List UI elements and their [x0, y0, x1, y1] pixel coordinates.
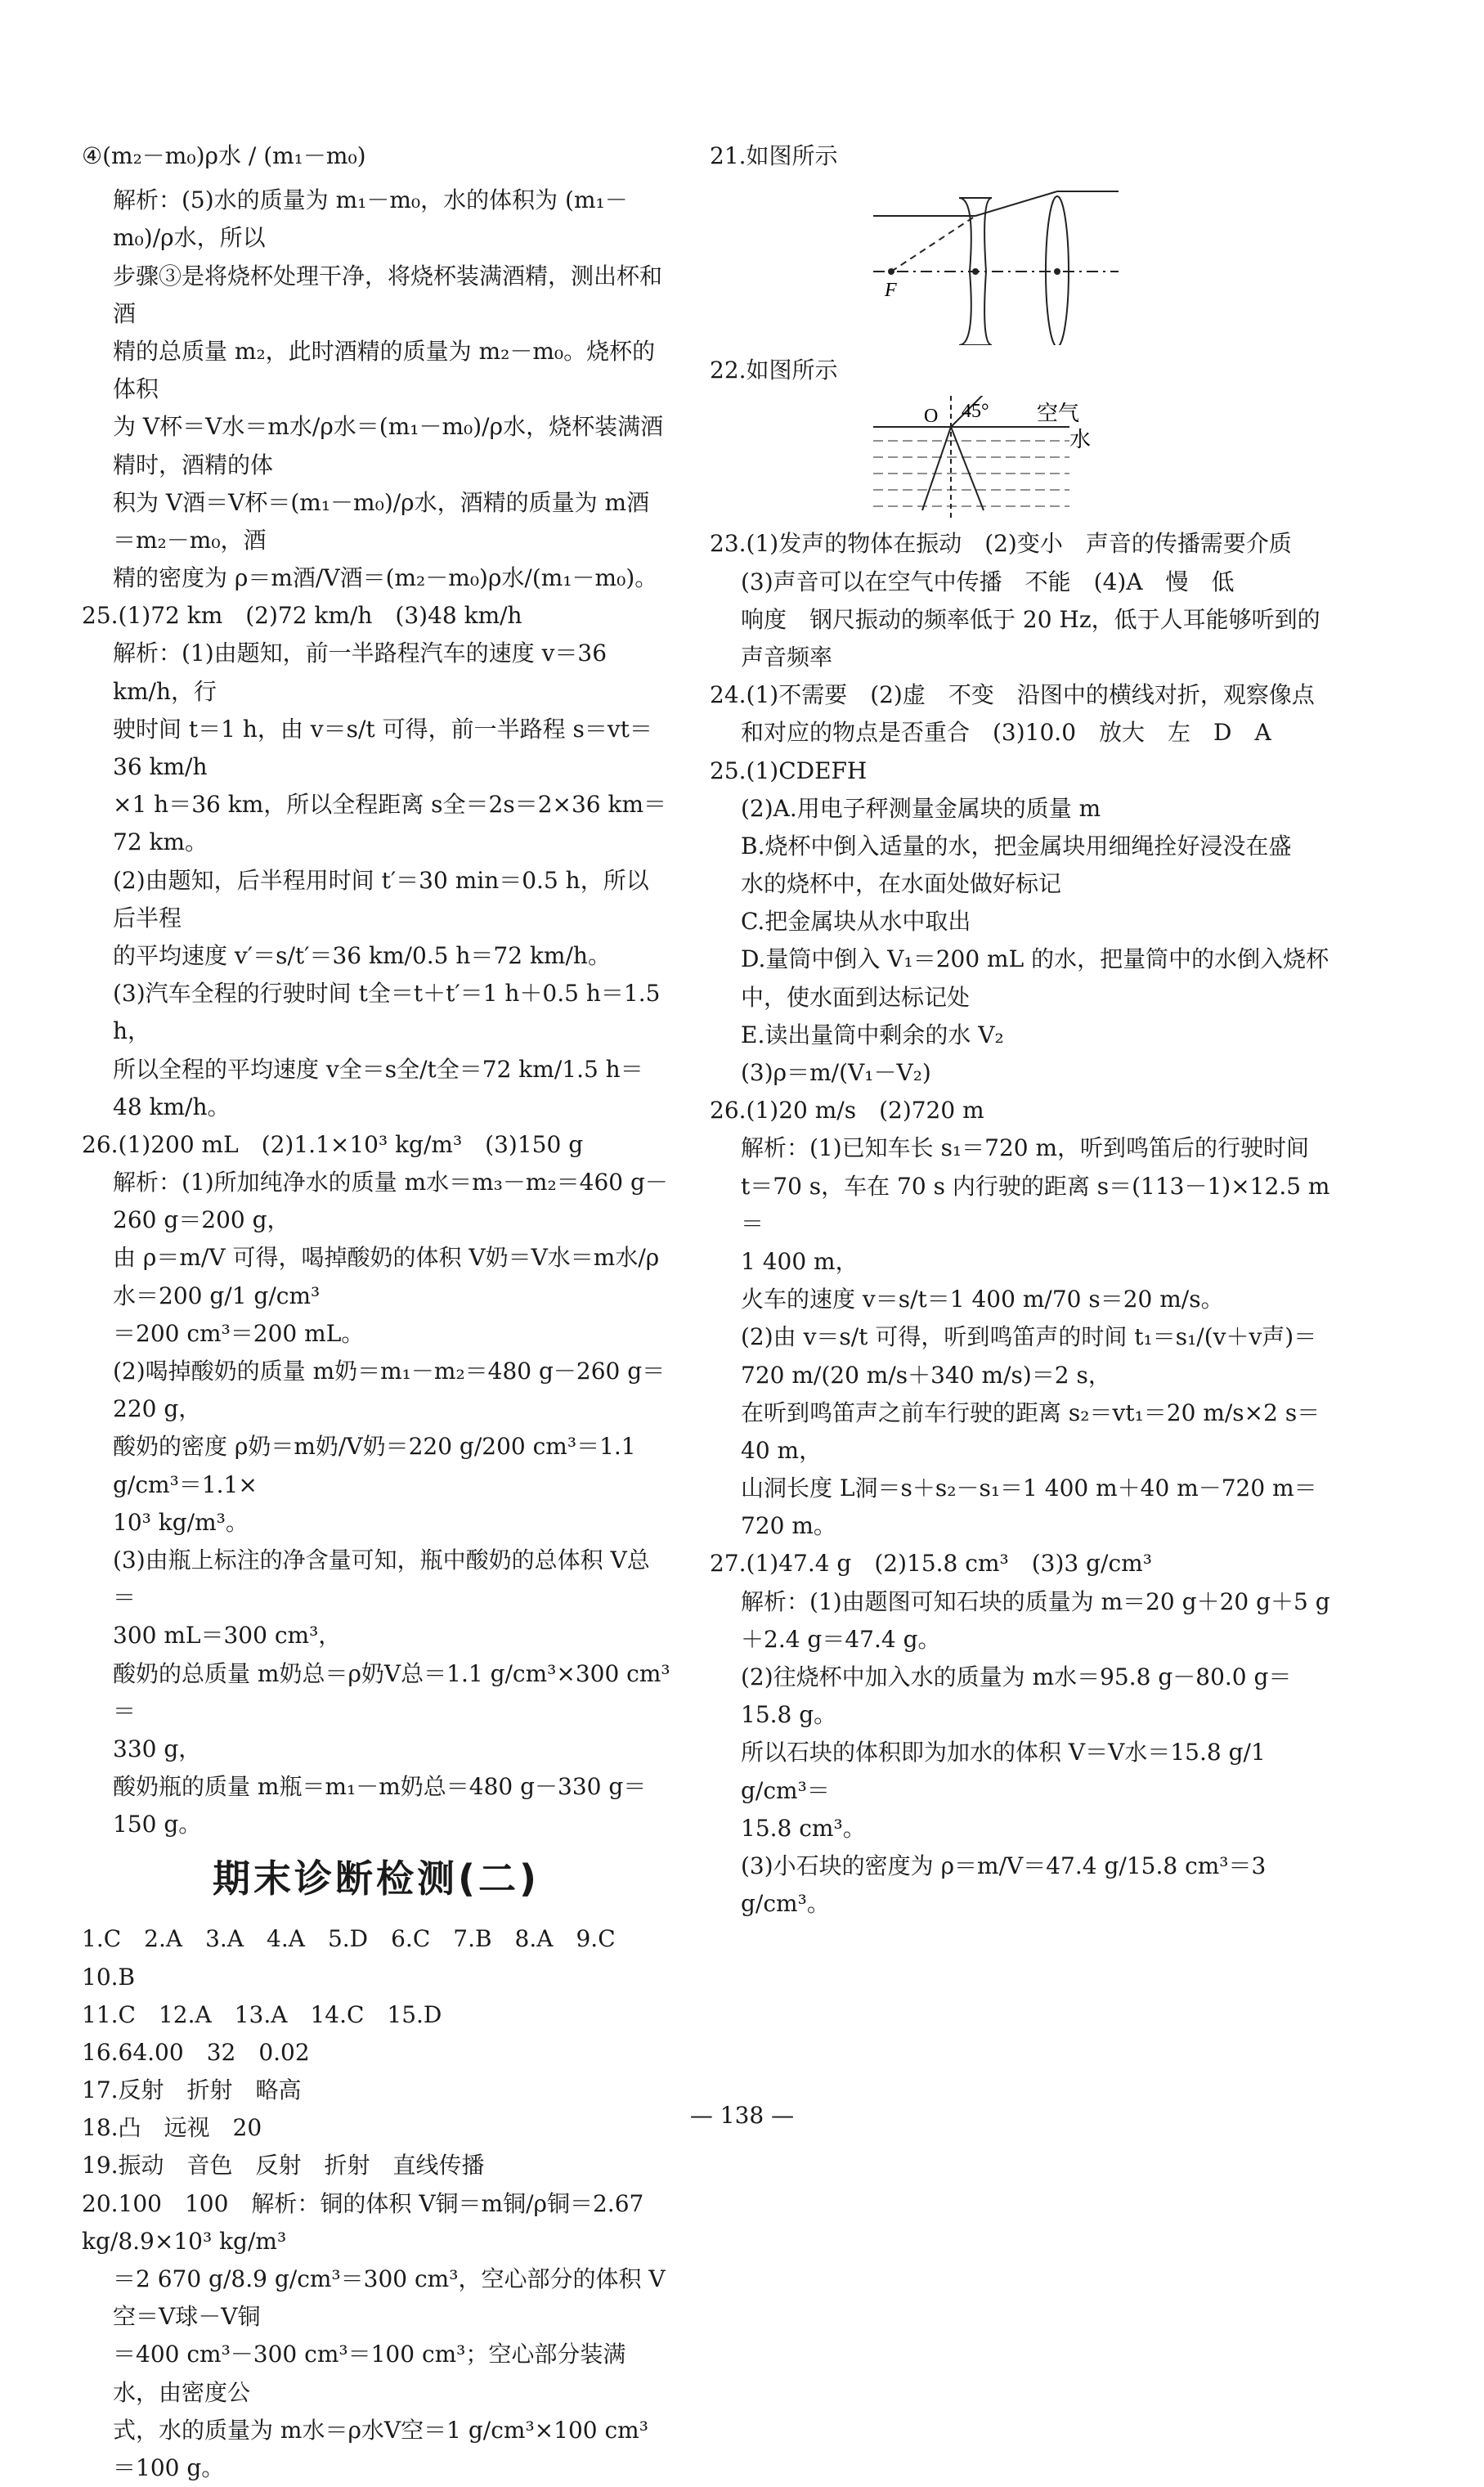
q25-answer: 25.(1)72 km (2)72 km/h (3)48 km/h [82, 602, 522, 630]
text-line: 火车的速度 v＝s/t＝1 400 m/70 s＝20 m/s。 [741, 1286, 1224, 1313]
text-line: ＝200 cm³＝200 mL。 [113, 1319, 365, 1347]
text-line: 步骤③是将烧杯处理干净，将烧杯装满酒精，测出杯和酒 [113, 262, 663, 327]
text-line: 330 g， [113, 1735, 202, 1762]
q26-answer: 26.(1)20 m/s (2)720 m [710, 1097, 984, 1125]
text-line: (3)小石块的密度为 ρ＝m/V＝47.4 g/15.8 cm³＝3 g/cm³。 [741, 1852, 1267, 1918]
air-label: 空气 [1037, 402, 1080, 427]
text-line: 20.100 100 解析：铜的体积 V铜＝m铜/ρ铜＝2.67 kg/8.9×10³ kg/m³ [82, 2189, 644, 2255]
text-line: 驶时间 t＝1 h，由 v＝s/t 可得，前一半路程 s＝vt＝36 km/h [113, 715, 652, 780]
text-line: 和对应的物点是否重合 (3)10.0 放大 左 D A [741, 719, 1271, 747]
text-line: 220 g， [113, 1395, 202, 1423]
q26-answer: 26.(1)200 mL (2)1.1×10³ kg/m³ (3)150 g [82, 1130, 584, 1158]
q25-explanation [82, 635, 670, 1125]
q21-lens-diagram [873, 182, 1119, 345]
q23-answer [710, 525, 1331, 676]
lens-center [1054, 268, 1060, 275]
text-line: 的平均速度 v′＝s/t′＝36 km/0.5 h＝72 km/h。 [113, 941, 611, 969]
text-line: 300 mL＝300 cm³， [113, 1622, 342, 1650]
text-line: 精的总质量 m₂，此时酒精的质量为 m₂－m₀。烧杯的体积 [113, 337, 656, 403]
focal-point [888, 268, 894, 275]
text-line: E.读出量筒中剩余的水 V₂ [741, 1021, 1004, 1048]
page-number: — 138 — [689, 2102, 795, 2129]
text-line: 酸奶瓶的质量 m瓶＝m₁－m奶总＝480 g－330 g＝150 g。 [113, 1773, 647, 1838]
text-line: ＝2 670 g/8.9 g/cm³＝300 cm³，空心部分的体积 V空＝V球－V铜 [113, 2265, 666, 2331]
text-line: 720 m/(20 m/s＋340 m/s)＝2 s， [741, 1361, 1111, 1389]
water-label: 水 [1069, 428, 1092, 453]
q27-answer: 27.(1)47.4 g (2)15.8 cm³ (3)3 g/cm³ [710, 1550, 1152, 1578]
q22-answer: 22.如图所示 [710, 357, 838, 384]
q21-answer: 21.如图所示 [710, 142, 838, 169]
text-line: (2)由 v＝s/t 可得，听到鸣笛声的时间 t₁＝s₁/(v＋v声)＝ [741, 1323, 1317, 1351]
extension-line [891, 216, 975, 272]
choice-answers-row: 1.C 2.A 3.A 4.A 5.D 6.C 7.B 8.A 9.C 10.B [82, 1925, 639, 1991]
text-line: 所以全程的平均速度 v全＝s全/t全＝72 km/1.5 h＝48 km/h。 [113, 1055, 643, 1120]
text-line: C.把金属块从水中取出 [741, 908, 971, 936]
section-heading: 期末诊断检测(二) [212, 1856, 540, 1901]
text-line: (3)汽车全程的行驶时间 t全＝t＋t′＝1 h＋0.5 h＝1.5 h， [113, 980, 661, 1045]
fill-answer: 19.振动 音色 反射 折射 直线传播 [82, 2152, 485, 2179]
text-line: 精的密度为 ρ＝m酒/V酒＝(m₂－m₀)ρ水/(m₁－m₀)。 [113, 564, 658, 592]
text-line: 解析：(1)由题知，前一半路程汽车的速度 v＝36 km/h，行 [113, 640, 607, 705]
text-line: 山洞长度 L洞＝s＋s₂－s₁＝1 400 m＋40 m－720 m＝ [741, 1475, 1317, 1502]
point-o-label: O [924, 406, 939, 428]
text-line: (2)A.用电子秤测量金属块的质量 m [741, 794, 1101, 822]
text-line: 15.8 g。 [741, 1701, 837, 1729]
lens-center [972, 268, 979, 275]
q27-explanation [710, 1583, 1331, 1924]
text-line: (2)由题知，后半程用时间 t′＝30 min＝0.5 h，所以后半程 [113, 866, 649, 932]
text-line: 响度 钢尺振动的频率低于 20 Hz，低于人耳能够听到的 [741, 605, 1320, 633]
text-line: ＋2.4 g＝47.4 g。 [741, 1625, 941, 1653]
reflected-ray [951, 427, 984, 510]
text-line: 解析：(1)已知车长 s₁＝720 m，听到鸣笛后的行驶时间 [741, 1134, 1310, 1162]
water-ray [922, 427, 951, 510]
text-line: 所以石块的体积即为加水的体积 V＝V水＝15.8 g/1 g/cm³＝ [741, 1739, 1266, 1804]
text-line: 酸奶的总质量 m奶总＝ρ奶V总＝1.1 g/cm³×300 cm³＝ [113, 1659, 670, 1725]
choice-answers-row: 11.C 12.A 13.A 14.C 15.D [82, 2000, 442, 2028]
text-line: (3)由瓶上标注的净含量可知，瓶中酸奶的总体积 V总＝ [113, 1546, 650, 1612]
text-line: (3)ρ＝m/(V₁－V₂) [741, 1059, 931, 1086]
text-line: 积为 V酒＝V杯＝(m₁－m₀)/ρ水，酒精的质量为 m酒＝m₂－m₀，酒 [113, 488, 650, 554]
text-line: ＝400 cm³－300 cm³＝100 cm³；空心部分装满水，由密度公 [113, 2341, 626, 2406]
q26-explanation [82, 1164, 670, 1843]
text-line: 式，水的质量为 m水＝ρ水V空＝1 g/cm³×100 cm³＝100 g。 [113, 2416, 648, 2481]
text-line: 24.(1)不需要 (2)虚 不变 沿图中的横线对折，观察像点 [710, 681, 1315, 709]
q26-explanation [710, 1129, 1331, 1545]
right-column [710, 137, 1331, 1923]
q20-answer [82, 2185, 670, 2487]
text-line: 解析：(1)所加纯净水的质量 m水＝m₃－m₂＝460 g－ [113, 1169, 668, 1196]
formula-4: ④(m₂－m₀)ρ水 / (m₁－m₀) [82, 142, 366, 169]
text-line: (3)声音可以在空气中传播 不能 (4)A 慢 低 [741, 568, 1235, 595]
text-line: 10³ kg/m³。 [113, 1508, 249, 1536]
text-line: t＝70 s，车在 70 s 内行驶的距离 s＝(113－1)×12.5 m＝ [741, 1172, 1330, 1237]
text-line: 15.8 cm³。 [741, 1814, 866, 1842]
q24-explanation [82, 182, 670, 597]
fill-answer: 18.凸 远视 20 [82, 2114, 262, 2142]
text-line: ×1 h＝36 km，所以全程距离 s全＝2s＝2×36 km＝ [113, 791, 667, 819]
text-line: 酸奶的密度 ρ奶＝m奶/V奶＝220 g/200 cm³＝1.1 g/cm³＝1.1× [113, 1433, 636, 1498]
angle-label: 45° [962, 401, 989, 423]
q24-answer [710, 676, 1331, 752]
text-line: D.量筒中倒入 V₁＝200 mL 的水，把量筒中的水倒入烧杯 [741, 945, 1329, 973]
text-line: (2)喝掉酸奶的质量 m奶＝m₁－m₂＝480 g－260 g＝ [113, 1358, 666, 1385]
q25-answer [710, 752, 1331, 1093]
text-line: 中，使水面到达标记处 [741, 983, 971, 1011]
text-line: 1 400 m， [741, 1247, 859, 1275]
fill-answer: 17.反射 折射 略高 [82, 2076, 302, 2104]
text-line: 25.(1)CDEFH [710, 756, 868, 784]
text-line: 260 g＝200 g， [113, 1206, 290, 1234]
text-line: 为 V杯＝V水＝m水/ρ水＝(m₁－m₀)/ρ水，烧杯装满酒精时，酒精的体 [113, 413, 664, 478]
text-line: 40 m， [741, 1436, 823, 1464]
text-line: 720 m。 [741, 1512, 836, 1540]
text-line: 由 ρ＝m/V 可得，喝掉酸奶的体积 V奶＝V水＝m水/ρ水＝200 g/1 g/cm³ [113, 1244, 660, 1309]
text-line: (2)往烧杯中加入水的质量为 m水＝95.8 g－80.0 g＝ [741, 1663, 1292, 1690]
text-line: 解析：(5)水的质量为 m₁－m₀，水的体积为 (m₁－m₀)/ρ水，所以 [113, 186, 628, 252]
focal-label: F [885, 280, 897, 302]
text-line: 水的烧杯中，在水面处做好标记 [741, 870, 1062, 898]
q22-refraction-diagram [873, 396, 1119, 518]
text-line: 声音频率 [741, 643, 833, 671]
left-column [82, 137, 670, 2487]
fill-answer: 16.64.00 32 0.02 [82, 2038, 310, 2066]
text-line: 23.(1)发声的物体在振动 (2)变小 声音的传播需要介质 [710, 530, 1292, 558]
text-line: 在听到鸣笛声之前车行驶的距离 s₂＝vt₁＝20 m/s×2 s＝ [741, 1398, 1320, 1426]
text-line: 72 km。 [113, 828, 208, 856]
text-line: B.烧杯中倒入适量的水，把金属块用细绳拴好浸没在盛 [741, 832, 1292, 860]
text-line: 解析：(1)由题图可知石块的质量为 m＝20 g＋20 g＋5 g [741, 1587, 1330, 1615]
